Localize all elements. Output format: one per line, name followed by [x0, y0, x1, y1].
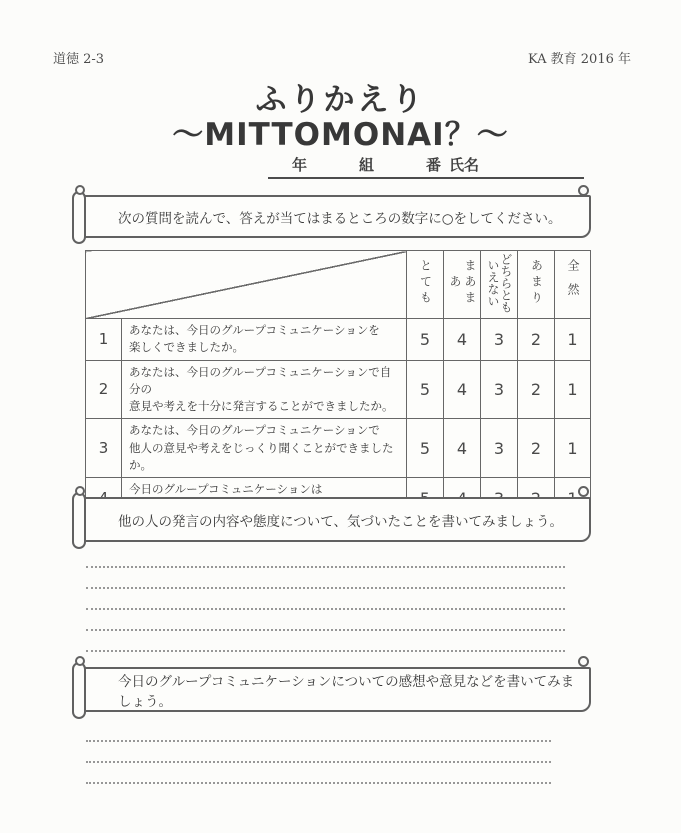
rating-cell-5[interactable]: 5	[407, 419, 444, 478]
question-text: あなたは、今日のグループコミュニケーションを 楽しくできましたか。	[122, 319, 407, 361]
question-text: あなたは、今日のグループコミュニケーションで 他人の意見や考えをじっくり聞くことができましたか。	[122, 419, 407, 478]
rating-cell-2[interactable]: 2	[518, 360, 555, 419]
scale-header-amari: あまり	[518, 251, 555, 319]
instruction-banner-text: 次の質問を読んで、答えが当てはまるところの数字に○をしてください。	[82, 195, 591, 238]
rating-cell-3[interactable]: 3	[481, 360, 518, 419]
header-meta	[53, 48, 631, 67]
page-title: ふりかえり	[255, 82, 426, 118]
writing-lines-observations	[86, 547, 565, 652]
rating-cell-4[interactable]: 4	[444, 319, 481, 361]
rating-cell-5[interactable]: 5	[407, 360, 444, 419]
table-row	[86, 419, 591, 478]
scale-header-zenzen: 全然	[555, 251, 591, 319]
name-label: 氏名	[449, 156, 480, 174]
diagonal-header-cell	[86, 251, 407, 319]
course-label: 道徳 2-3	[53, 52, 105, 67]
writing-line[interactable]	[86, 568, 565, 589]
scale-header-totemo: とても	[407, 251, 444, 319]
writing-line[interactable]	[86, 721, 551, 742]
rating-cell-4[interactable]: 4	[444, 419, 481, 478]
question-number: 3	[86, 419, 122, 478]
survey-table	[85, 250, 591, 520]
credit-label: KA 教育 2016 年	[527, 52, 631, 67]
question-number: 2	[86, 360, 122, 419]
scroll-curl-left-icon	[75, 656, 85, 666]
prompt-banner-observations-text: 他の人の発言の内容や態度について、気づいたことを書いてみましょう。	[82, 497, 591, 542]
instruction-banner	[72, 185, 591, 249]
class-label: 組	[359, 156, 375, 174]
writing-line[interactable]	[86, 589, 565, 610]
scroll-roll-icon	[72, 662, 86, 719]
scroll-curl-right-icon	[578, 486, 589, 497]
writing-line[interactable]	[86, 631, 565, 652]
table-row	[86, 319, 591, 361]
rating-cell-2[interactable]: 2	[518, 319, 555, 361]
table-header-row	[86, 251, 591, 319]
page-subtitle: ～MITTOMONAI？～	[172, 117, 509, 153]
writing-line[interactable]	[86, 763, 551, 784]
writing-line[interactable]	[86, 742, 551, 763]
prompt-banner-impressions-text: 今日のグループコミュニケーションについての感想や意見などを書いてみましょう。	[82, 667, 591, 712]
writing-line[interactable]	[86, 610, 565, 631]
scroll-roll-icon	[72, 191, 86, 244]
scale-header-maamaa: まあまあ	[444, 251, 481, 319]
prompt-banner-observations	[72, 486, 591, 555]
writing-lines-impressions	[86, 721, 551, 784]
scroll-curl-left-icon	[75, 486, 85, 496]
rating-cell-1[interactable]: 1	[555, 319, 591, 361]
question-text: あなたは、今日のグループコミュニケーションで自分の 意見や考えを十分に発言することができましたか。	[122, 360, 407, 419]
prompt-banner-impressions	[72, 656, 591, 725]
number-label: 番	[426, 156, 442, 174]
scroll-curl-right-icon	[578, 656, 589, 667]
question-number: 1	[86, 319, 122, 361]
year-label: 年	[292, 156, 308, 174]
writing-line[interactable]	[86, 547, 565, 568]
scale-header-dochiratomo: どちらともいえない	[481, 251, 518, 319]
scroll-roll-icon	[72, 492, 86, 549]
table-row	[86, 360, 591, 419]
rating-cell-2[interactable]: 2	[518, 419, 555, 478]
rating-cell-1[interactable]: 1	[555, 360, 591, 419]
rating-cell-5[interactable]: 5	[407, 319, 444, 361]
rating-cell-1[interactable]: 1	[555, 419, 591, 478]
rating-cell-3[interactable]: 3	[481, 419, 518, 478]
rating-cell-3[interactable]: 3	[481, 319, 518, 361]
question-text: 今日のグループコミュニケーションは	[122, 478, 407, 520]
rating-cell-4[interactable]: 4	[444, 360, 481, 419]
name-entry-line[interactable]	[268, 153, 584, 179]
scroll-curl-left-icon	[75, 185, 85, 195]
